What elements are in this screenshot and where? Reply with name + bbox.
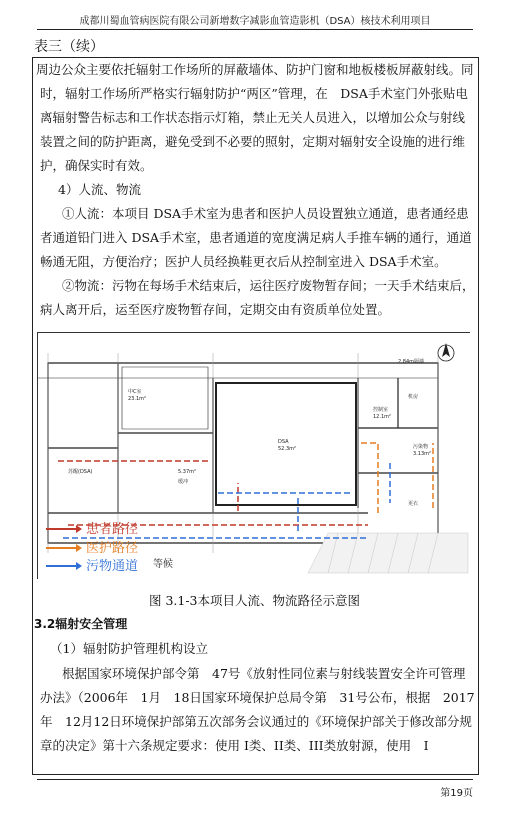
room-label-machine: 机房 [408, 394, 419, 400]
table-label: 表三（续） [34, 39, 104, 55]
room-area-control-room: 12.1m² [373, 414, 392, 420]
paragraph-regulation: 根据国家环境保护部令第 47号《放射性同位素与射线装置安全许可管理办法》（2006年 1月 18日国家环境保护总局令第 31号公布，根据 2017年 12月12日环境保护部第五次部务会议通过的《环境保护部关于修改部分规章的决定》第十六条规定要求：使用 I类、II类、III类放射源，使用 I [40, 666, 475, 753]
room-area-waste: 3.13m² [413, 451, 432, 457]
floor-plan-figure [37, 332, 470, 579]
room-area-prep: 5.37m² [178, 469, 197, 475]
room-area-dsa: 52.3m² [278, 446, 297, 452]
legend-staff: 医护路径 [86, 541, 139, 556]
section-heading-3-2: 3.2辐射安全管理 [34, 617, 128, 631]
room-label-dsa: DSA [278, 439, 289, 445]
footer-rule [37, 779, 473, 780]
room-label-change: 更衣 [408, 501, 419, 507]
paragraph-people-flow: ①人流：本项目 DSA手术室为患者和医护人员设置独立通道，患者通经患者通道铅门进入 DSA手术室，患者通道的宽度满足病人手推车辆的通行，通道畅通无阻，方便治疗；医护人员经换鞋更衣后从控制室进入 DSA手术室。 [40, 206, 472, 269]
room-label-control: 中C室 [128, 389, 142, 395]
legend-waste: 污物通道 [86, 559, 139, 574]
floor-plan-drawing [38, 333, 471, 580]
subsection-heading: （1）辐射防护管理机构设立 [50, 641, 208, 656]
paragraph-material-flow: ②物流：污物在每场手术结束后，运往医疗废物暂存间；一天手术结束后，病人离开后，运至医疗废物暂存间，定期交由有资质单位处置。 [40, 278, 475, 317]
room-label-top-wall: 2.84m隔墙 [398, 359, 425, 365]
subheading-people-material-flow: 4）人流、物流 [58, 182, 141, 197]
room-area-control: 23.1m² [128, 396, 147, 402]
room-label-control-room: 控制室 [373, 407, 389, 413]
room-label-waste: 污染物 [413, 444, 429, 450]
legend-extra: 等候 [153, 559, 173, 570]
room-label-prep: 苏醒(DSA) [68, 469, 93, 475]
figure-caption: 图 3.1-3本项目人流、物流路径示意图 [148, 593, 361, 608]
room-label-buffer: 缓冲 [178, 479, 189, 485]
paragraph-public-protection: 周边公众主要依托辐射工作场所的屏蔽墙体、防护门窗和地板楼板屏蔽射线。同时，辐射工作场所严格实行辐射防护“两区”管理，在 DSA手术室门外张贴电离辐射警告标志和工作状态指示灯箱，禁止无关人员进入，以增加公众与射线装置之间的防护距离，避免受到不必要的照射，定期对辐射安全设施的进行维护，确保实时有效。 [36, 62, 474, 173]
header-rule [37, 29, 473, 30]
document-header: 成都川蜀血管病医院有限公司新增数字减影血管造影机（DSA）核技术利用项目 [79, 16, 431, 27]
legend-patient: 患者路径 [86, 522, 139, 537]
page-number: 第19页 [440, 788, 473, 799]
